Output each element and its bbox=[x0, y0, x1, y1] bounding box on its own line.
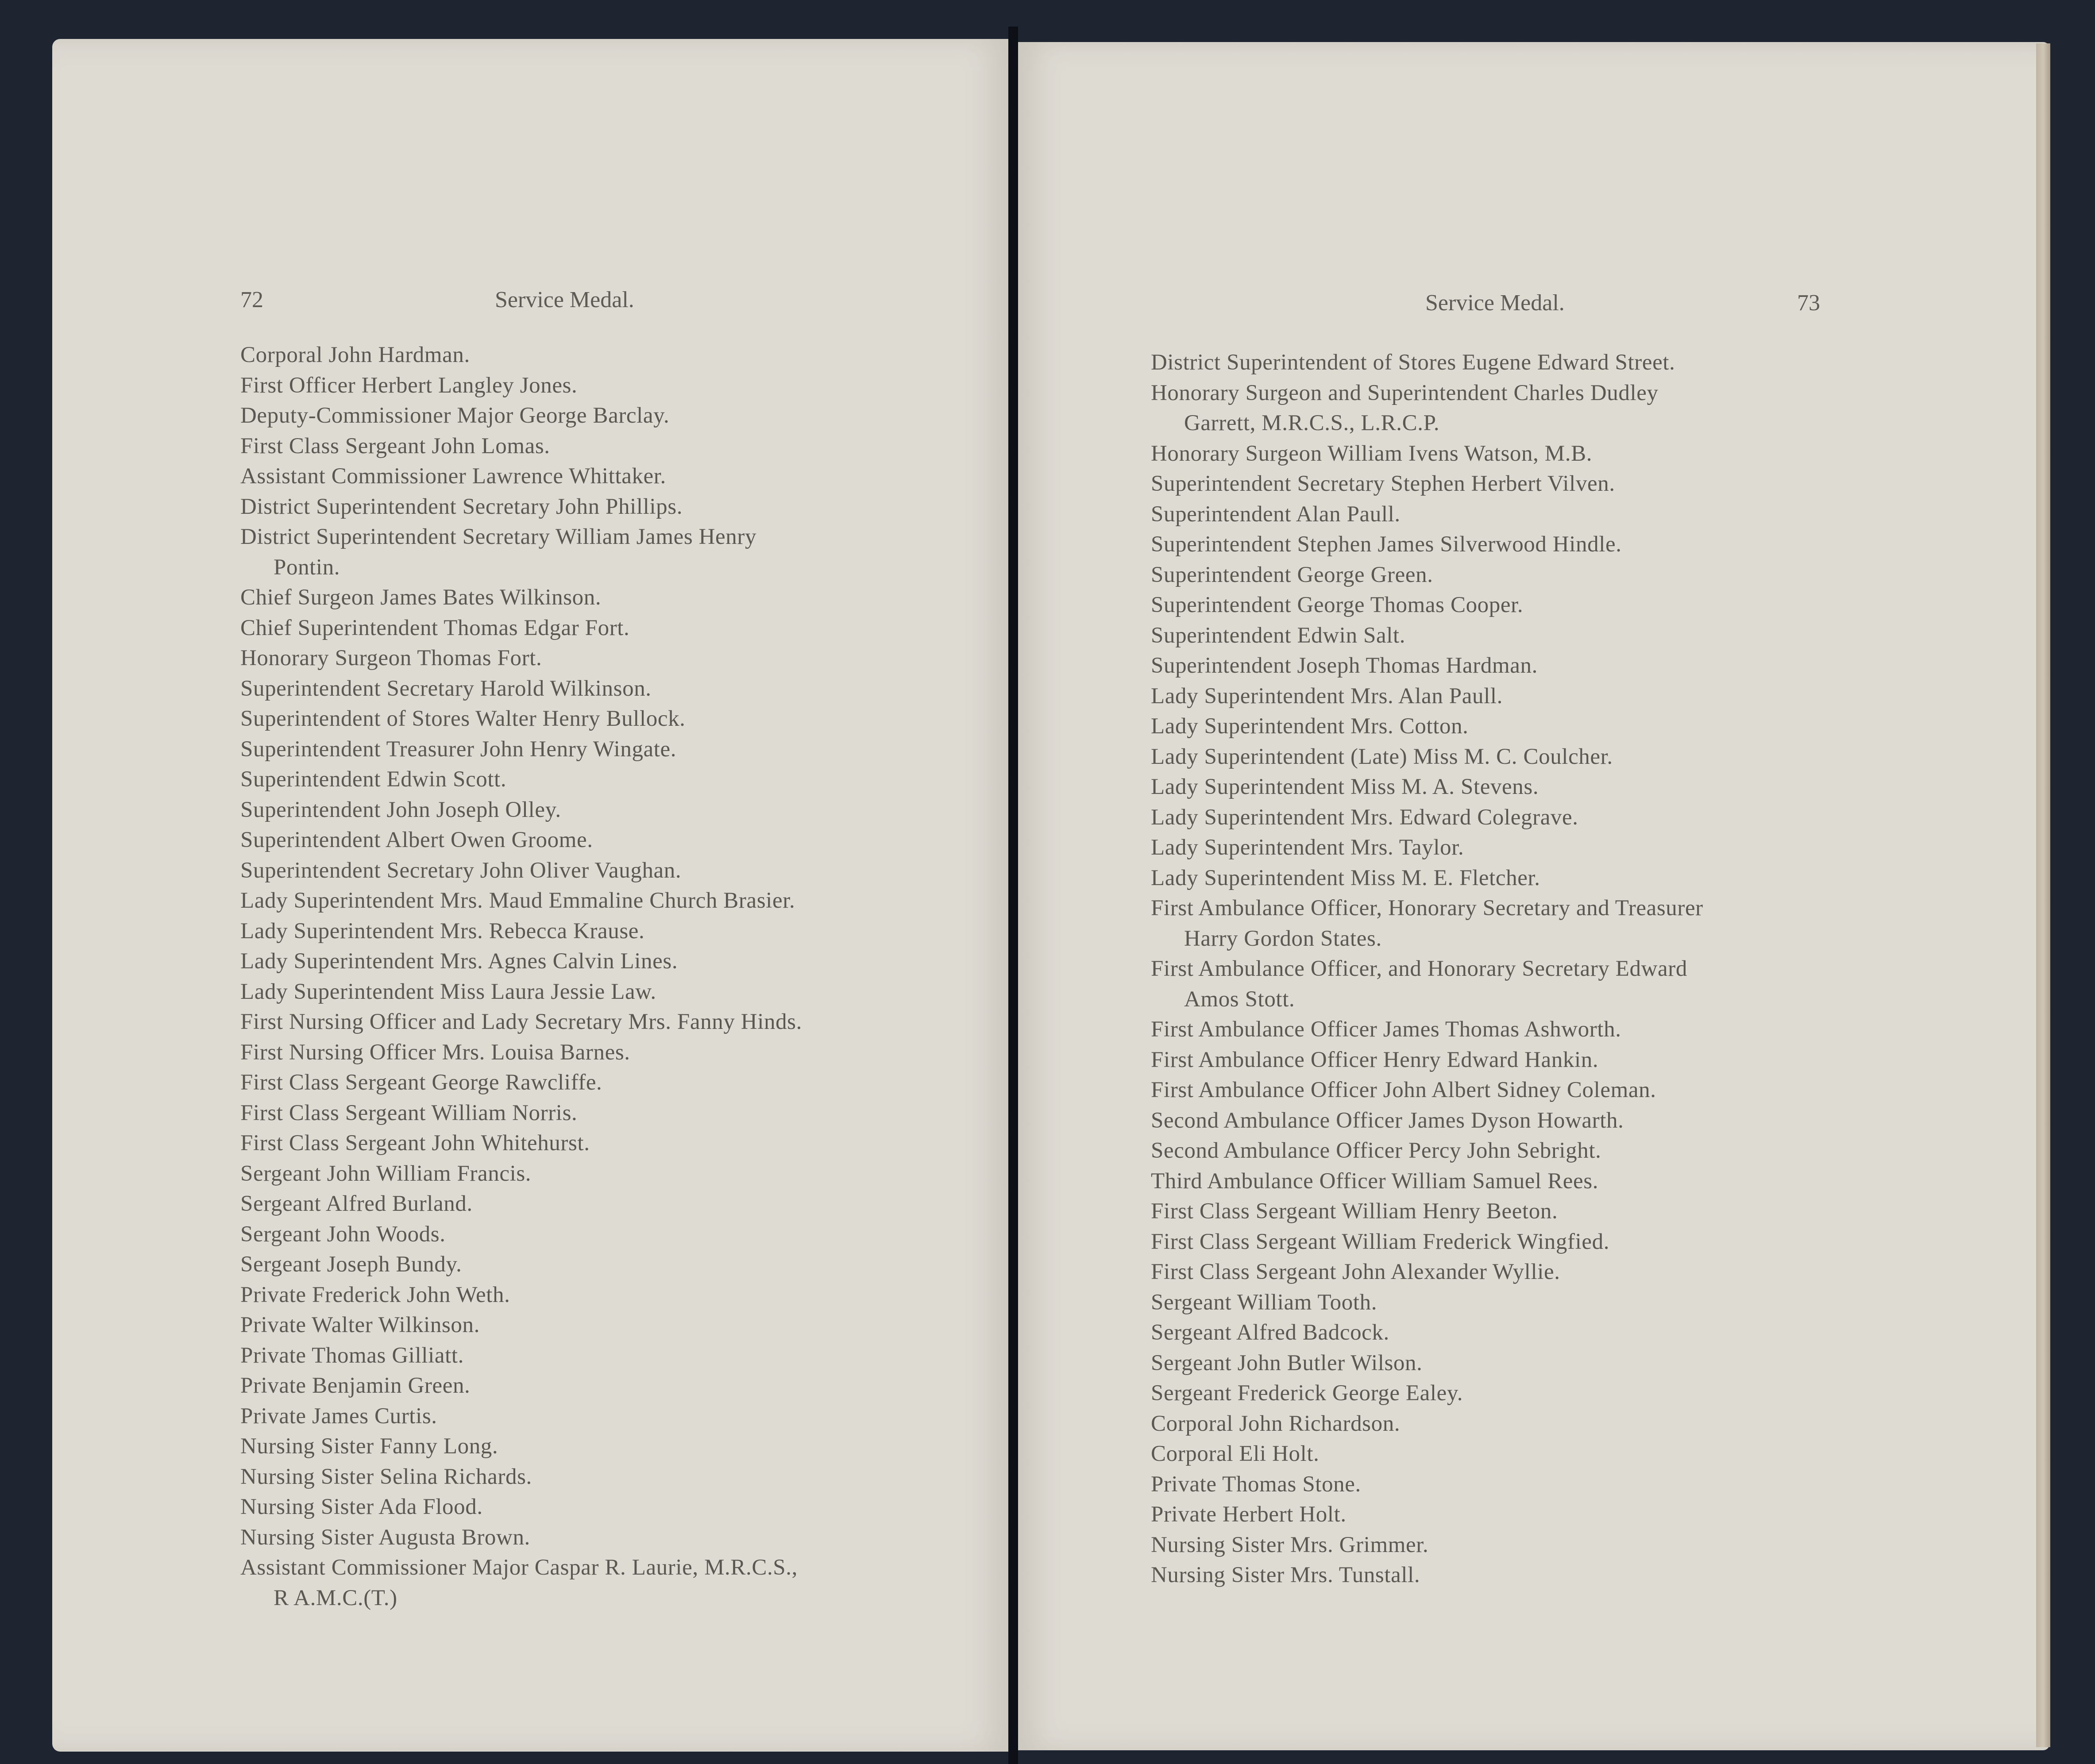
entry-line bbox=[1151, 1227, 2001, 1257]
entry-text: Nursing Sister Fanny Long. bbox=[240, 1434, 498, 1459]
entry-text: First Ambulance Officer James Thomas Ashworth. bbox=[1151, 1017, 1621, 1042]
entry-line bbox=[240, 582, 993, 613]
entry-text: Sergeant Joseph Bundy. bbox=[240, 1252, 462, 1277]
entry-line bbox=[1151, 1287, 2001, 1318]
entry-line bbox=[1151, 1469, 2001, 1500]
entry-line bbox=[1151, 772, 2001, 802]
entry-line bbox=[240, 1280, 993, 1310]
entry-text: Private Walter Wilkinson. bbox=[240, 1313, 480, 1337]
entry-line bbox=[1151, 439, 2001, 469]
entry-line bbox=[1151, 1166, 2001, 1197]
entry-continuation: R A.M.C.(T.) bbox=[274, 1585, 397, 1610]
entry-line bbox=[240, 795, 993, 825]
entry-text: Second Ambulance Officer James Dyson Howarth. bbox=[1151, 1108, 1624, 1133]
entry-line bbox=[1151, 863, 2001, 894]
entry-text: Private Thomas Gilliatt. bbox=[240, 1343, 464, 1368]
entry-text: Sergeant Frederick George Ealey. bbox=[1151, 1381, 1463, 1406]
entry-line bbox=[1151, 1530, 2001, 1560]
entry-text: Assistant Commissioner Major Caspar R. Laurie, M.R.C.S., bbox=[240, 1555, 798, 1580]
entry-list bbox=[240, 340, 993, 1613]
entry-line bbox=[240, 461, 993, 492]
entry-text: Superintendent Secretary Stephen Herbert Vilven. bbox=[1151, 471, 1615, 496]
entry-text: Lady Superintendent Miss M. E. Fletcher. bbox=[1151, 865, 1540, 890]
entry-text: District Superintendent Secretary John Phillips. bbox=[240, 494, 683, 519]
entry-text: Lady Superintendent Mrs. Rebecca Krause. bbox=[240, 918, 645, 944]
left-page bbox=[52, 39, 1008, 1752]
entry-line bbox=[1151, 560, 2001, 590]
entry-text: Superintendent Secretary John Oliver Vaughan. bbox=[240, 858, 682, 883]
entry-line bbox=[240, 1067, 993, 1098]
entry-line bbox=[1151, 1105, 2001, 1136]
entry-line bbox=[240, 1007, 993, 1037]
running-title: Service Medal. bbox=[1425, 290, 1565, 316]
entry-line bbox=[240, 1371, 993, 1401]
entry-line bbox=[1151, 742, 2001, 772]
entry-text: Lady Superintendent Mrs. Taylor. bbox=[1151, 835, 1464, 860]
entry-text: First Class Sergeant William Frederick Wingfied. bbox=[1151, 1229, 1610, 1254]
entry-text: Sergeant John Woods. bbox=[240, 1221, 446, 1247]
entry-line bbox=[1151, 1439, 2001, 1469]
entry-text: Superintendent Joseph Thomas Hardman. bbox=[1151, 653, 1538, 678]
entry-line bbox=[1151, 620, 2001, 651]
entry-text: Lady Superintendent Miss M. A. Stevens. bbox=[1151, 774, 1539, 799]
entry-line bbox=[240, 1552, 993, 1613]
entry-text: Superintendent Stephen James Silverwood Hindle. bbox=[1151, 532, 1622, 557]
entry-text: Sergeant William Tooth. bbox=[1151, 1290, 1377, 1315]
entry-text: Honorary Surgeon and Superintendent Charles Dudley bbox=[1151, 380, 1659, 405]
entry-list bbox=[1151, 347, 2001, 1591]
entry-line bbox=[240, 855, 993, 886]
entry-line bbox=[240, 1128, 993, 1159]
entry-line bbox=[1151, 1409, 2001, 1439]
entry-text: Corporal Eli Holt. bbox=[1151, 1441, 1320, 1466]
entry-text: District Superintendent Secretary William James Henry bbox=[240, 524, 757, 549]
entry-text: First Class Sergeant William Henry Beeton. bbox=[1151, 1199, 1558, 1224]
entry-text: First Ambulance Officer, and Honorary Secretary Edward bbox=[1151, 956, 1687, 981]
entry-text: Superintendent Secretary Harold Wilkinson. bbox=[240, 676, 652, 701]
entry-text: Lady Superintendent Miss Laura Jessie Law. bbox=[240, 979, 656, 1004]
entry-line bbox=[240, 340, 993, 370]
entry-text: First Ambulance Officer Henry Edward Hankin. bbox=[1151, 1047, 1599, 1072]
entry-text: Lady Superintendent Mrs. Cotton. bbox=[1151, 714, 1469, 739]
entry-line bbox=[1151, 1075, 2001, 1105]
entry-text: Lady Superintendent Mrs. Edward Colegrave. bbox=[1151, 805, 1578, 830]
entry-text: Nursing Sister Augusta Brown. bbox=[240, 1525, 530, 1550]
entry-line bbox=[240, 916, 993, 947]
entry-text: Private Herbert Holt. bbox=[1151, 1502, 1347, 1527]
entry-text: Lady Superintendent Mrs. Agnes Calvin Lines. bbox=[240, 949, 678, 974]
entry-text: Lady Superintendent Mrs. Alan Paull. bbox=[1151, 683, 1503, 709]
entry-text: Nursing Sister Selina Richards. bbox=[240, 1464, 532, 1489]
entry-text: Private James Curtis. bbox=[240, 1403, 437, 1429]
entry-text: Sergeant John Butler Wilson. bbox=[1151, 1350, 1423, 1375]
entry-line bbox=[240, 522, 993, 582]
entry-text: Chief Superintendent Thomas Edgar Fort. bbox=[240, 615, 630, 640]
entry-text: Nursing Sister Mrs. Tunstall. bbox=[1151, 1563, 1420, 1587]
entry-line bbox=[240, 1462, 993, 1492]
entry-text: First Class Sergeant John Alexander Wyllie. bbox=[1151, 1259, 1560, 1284]
entry-text: Sergeant Alfred Burland. bbox=[240, 1191, 473, 1216]
entry-continuation: Garrett, M.R.C.S., L.R.C.P. bbox=[1184, 411, 1440, 435]
entry-line bbox=[1151, 1348, 2001, 1379]
entry-text: Sergeant John William Francis. bbox=[240, 1161, 532, 1186]
entry-line bbox=[1151, 1045, 2001, 1075]
entry-line bbox=[1151, 832, 2001, 863]
entry-line bbox=[1151, 469, 2001, 499]
entry-continuation: Harry Gordon States. bbox=[1184, 926, 1382, 951]
entry-text: Superintendent George Green. bbox=[1151, 562, 1433, 587]
entry-line bbox=[240, 1249, 993, 1280]
entry-line bbox=[1151, 1136, 2001, 1166]
entry-line bbox=[1151, 1378, 2001, 1409]
entry-text: Private Frederick John Weth. bbox=[240, 1282, 510, 1307]
entry-line bbox=[240, 1098, 993, 1128]
right-page bbox=[1018, 42, 2049, 1750]
entry-text: First Class Sergeant George Rawcliffe. bbox=[240, 1070, 602, 1095]
entry-text: Superintendent George Thomas Cooper. bbox=[1151, 593, 1524, 617]
entry-text: Private Thomas Stone. bbox=[1151, 1471, 1361, 1497]
entry-line bbox=[240, 734, 993, 765]
entry-line bbox=[1151, 651, 2001, 681]
entry-line bbox=[1151, 893, 2001, 954]
entry-line bbox=[240, 643, 993, 674]
entry-text: First Nursing Officer Mrs. Louisa Barnes. bbox=[240, 1040, 630, 1065]
entry-line bbox=[1151, 1499, 2001, 1530]
entry-text: Superintendent Alan Paull. bbox=[1151, 501, 1401, 527]
entry-text: Lady Superintendent (Late) Miss M. C. Coulcher. bbox=[1151, 744, 1613, 769]
page-number: 72 bbox=[240, 287, 263, 312]
entry-text: Deputy-Commissioner Major George Barclay. bbox=[240, 403, 670, 428]
entry-line bbox=[1151, 1257, 2001, 1287]
entry-text: Honorary Surgeon William Ivens Watson, M.B. bbox=[1151, 441, 1593, 466]
entry-line bbox=[1151, 711, 2001, 742]
entry-text: Assistant Commissioner Lawrence Whittaker. bbox=[240, 464, 666, 489]
entry-line bbox=[240, 1431, 993, 1462]
entry-line bbox=[240, 613, 993, 643]
entry-line bbox=[240, 1159, 993, 1189]
entry-text: Superintendent Edwin Salt. bbox=[1151, 623, 1406, 648]
entry-text: Sergeant Alfred Badcock. bbox=[1151, 1320, 1389, 1345]
entry-line bbox=[240, 1219, 993, 1250]
entry-line bbox=[240, 1340, 993, 1371]
entry-text: Superintendent John Joseph Olley. bbox=[240, 797, 561, 822]
entry-text: Lady Superintendent Mrs. Maud Emmaline Church Brasier. bbox=[240, 888, 795, 913]
page-number: 73 bbox=[1797, 290, 1820, 316]
entry-text: First Ambulance Officer, Honorary Secretary and Treasurer bbox=[1151, 896, 1703, 921]
entry-line bbox=[240, 1310, 993, 1340]
entry-text: Superintendent Edwin Scott. bbox=[240, 767, 507, 792]
entry-text: First Class Sergeant William Norris. bbox=[240, 1100, 578, 1125]
entry-text: Superintendent Treasurer John Henry Wingate. bbox=[240, 736, 677, 762]
entry-text: Nursing Sister Ada Flood. bbox=[240, 1494, 483, 1519]
entry-line bbox=[240, 370, 993, 401]
entry-text: Private Benjamin Green. bbox=[240, 1373, 471, 1398]
entry-line bbox=[1151, 1317, 2001, 1348]
entry-line bbox=[240, 1037, 993, 1068]
entry-line bbox=[240, 704, 993, 734]
entry-text: First Officer Herbert Langley Jones. bbox=[240, 373, 578, 398]
entry-line bbox=[1151, 499, 2001, 530]
entry-line bbox=[1151, 802, 2001, 833]
entry-line bbox=[240, 946, 993, 977]
entry-text: First Class Sergeant John Lomas. bbox=[240, 433, 550, 458]
entry-line bbox=[240, 1522, 993, 1553]
entry-text: Honorary Surgeon Thomas Fort. bbox=[240, 646, 542, 670]
entry-text: District Superintendent of Stores Eugene Edward Street. bbox=[1151, 350, 1675, 375]
entry-text: First Class Sergeant John Whitehurst. bbox=[240, 1131, 590, 1155]
entry-text: Nursing Sister Mrs. Grimmer. bbox=[1151, 1532, 1429, 1557]
entry-line bbox=[240, 431, 993, 462]
entry-line bbox=[240, 1492, 993, 1522]
entry-line bbox=[240, 1401, 993, 1432]
entry-line bbox=[1151, 529, 2001, 560]
entry-line bbox=[240, 977, 993, 1007]
entry-line bbox=[1151, 347, 2001, 378]
entry-line bbox=[240, 886, 993, 916]
running-title: Service Medal. bbox=[495, 287, 634, 312]
entry-line bbox=[240, 1189, 993, 1219]
entry-line bbox=[1151, 1560, 2001, 1591]
entry-text: Superintendent Albert Owen Groome. bbox=[240, 828, 593, 852]
entry-line bbox=[1151, 954, 2001, 1014]
entry-text: Corporal John Richardson. bbox=[1151, 1411, 1401, 1436]
entry-line bbox=[1151, 378, 2001, 439]
entry-line bbox=[1151, 1014, 2001, 1045]
entry-line bbox=[1151, 681, 2001, 712]
entry-line bbox=[240, 674, 993, 704]
book-gutter bbox=[1008, 27, 1018, 1764]
page-edge bbox=[2036, 43, 2050, 1747]
entry-line bbox=[240, 492, 993, 522]
entry-text: First Ambulance Officer John Albert Sidney Coleman. bbox=[1151, 1078, 1656, 1102]
entry-line bbox=[240, 825, 993, 855]
entry-line bbox=[240, 401, 993, 431]
entry-line bbox=[1151, 1196, 2001, 1227]
entry-text: First Nursing Officer and Lady Secretary Mrs. Fanny Hinds. bbox=[240, 1009, 802, 1034]
entry-text: Third Ambulance Officer William Samuel Rees. bbox=[1151, 1168, 1599, 1194]
entry-text: Superintendent of Stores Walter Henry Bullock. bbox=[240, 706, 686, 731]
entry-line bbox=[1151, 590, 2001, 620]
entry-text: Chief Surgeon James Bates Wilkinson. bbox=[240, 585, 602, 610]
entry-continuation: Amos Stott. bbox=[1184, 986, 1295, 1012]
entry-line bbox=[240, 764, 993, 795]
entry-text: Corporal John Hardman. bbox=[240, 343, 470, 367]
entry-text: Second Ambulance Officer Percy John Sebright. bbox=[1151, 1138, 1601, 1163]
entry-continuation: Pontin. bbox=[274, 555, 340, 580]
